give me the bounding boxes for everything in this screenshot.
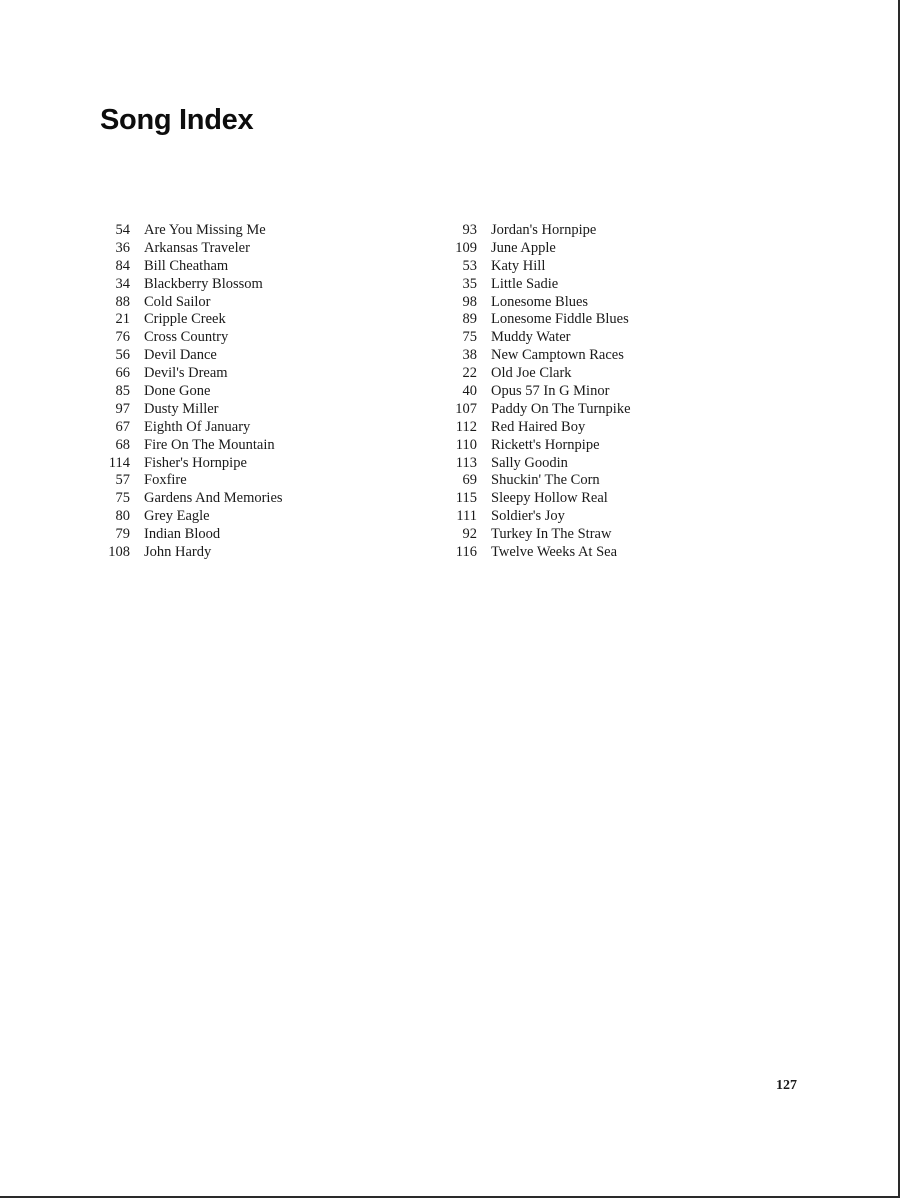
entry-song-title: Soldier's Joy — [491, 508, 565, 525]
entry-song-title: Fire On The Mountain — [144, 436, 275, 453]
index-entry — [444, 508, 654, 526]
entry-song-title: Little Sadie — [491, 275, 559, 292]
entry-page-number: 92 — [462, 526, 477, 543]
index-entry — [98, 401, 418, 419]
index-entry — [444, 222, 654, 240]
entry-song-title: Old Joe Clark — [491, 365, 572, 382]
entry-song-title: Sleepy Hollow Real — [491, 490, 608, 507]
index-entry — [98, 490, 418, 508]
index-entry — [98, 240, 418, 258]
entry-page-number: 21 — [115, 311, 130, 328]
entry-song-title: Are You Missing Me — [144, 222, 266, 238]
index-entry — [98, 329, 418, 347]
entry-page-number: 75 — [115, 490, 130, 507]
index-entry — [98, 276, 418, 294]
entry-song-title: Cross Country — [144, 329, 229, 346]
entry-song-title: Devil Dance — [144, 347, 217, 364]
index-entry — [444, 365, 654, 383]
entry-page-number: 111 — [456, 508, 477, 525]
entry-page-number: 114 — [108, 454, 130, 471]
index-entry — [444, 419, 654, 437]
entry-song-title: Sally Goodin — [491, 454, 568, 471]
index-entry — [444, 294, 654, 312]
index-entry — [98, 294, 418, 312]
entry-page-number: 38 — [462, 347, 477, 364]
index-entry — [444, 347, 654, 365]
index-entry — [98, 311, 418, 329]
index-entry — [98, 508, 418, 526]
entry-page-number: 115 — [455, 490, 477, 507]
entry-song-title: Turkey In The Straw — [491, 526, 612, 543]
entry-page-number: 85 — [115, 383, 130, 400]
entry-page-number: 107 — [455, 400, 477, 417]
index-entry — [444, 437, 654, 455]
entry-page-number: 79 — [115, 526, 130, 543]
entry-page-number: 56 — [115, 347, 130, 364]
entry-song-title: Opus 57 In G Minor — [491, 383, 610, 400]
page-number: 127 — [776, 1078, 797, 1093]
entry-page-number: 98 — [462, 293, 477, 310]
entry-song-title: Done Gone — [144, 383, 211, 400]
index-entry — [98, 365, 418, 383]
entry-page-number: 93 — [462, 222, 477, 238]
entry-page-number: 76 — [115, 329, 130, 346]
entry-page-number: 67 — [115, 418, 130, 435]
index-entry — [444, 472, 654, 490]
entry-song-title: Bill Cheatham — [144, 257, 229, 274]
entry-song-title: John Hardy — [144, 544, 212, 561]
entry-song-title: June Apple — [491, 239, 556, 256]
entry-page-number: 66 — [115, 365, 130, 382]
entry-song-title: Devil's Dream — [144, 365, 228, 382]
entry-song-title: Rickett's Hornpipe — [491, 436, 600, 453]
entry-song-title: Katy Hill — [491, 257, 546, 274]
entry-page-number: 108 — [108, 544, 130, 561]
index-entry — [98, 222, 418, 240]
index-entry — [98, 347, 418, 365]
index-entry — [444, 240, 654, 258]
entry-song-title: Fisher's Hornpipe — [144, 454, 247, 471]
index-entry — [444, 311, 654, 329]
entry-song-title: Muddy Water — [491, 329, 571, 346]
entry-song-title: Blackberry Blossom — [144, 275, 263, 292]
entry-song-title: Paddy On The Turnpike — [491, 400, 631, 417]
index-entry — [98, 419, 418, 437]
entry-page-number: 97 — [115, 400, 130, 417]
entry-page-number: 53 — [462, 257, 477, 274]
entry-song-title: Cripple Creek — [144, 311, 226, 328]
song-index-left-column — [98, 222, 418, 562]
index-entry — [444, 401, 654, 419]
page-title: Song Index — [100, 104, 254, 136]
index-entry — [98, 455, 418, 473]
entry-page-number: 69 — [462, 472, 477, 489]
entry-song-title: Lonesome Blues — [491, 293, 589, 310]
entry-page-number: 112 — [455, 418, 477, 435]
index-entry — [444, 329, 654, 347]
index-entry — [444, 544, 654, 562]
index-entry — [444, 490, 654, 508]
entry-song-title: Grey Eagle — [144, 508, 210, 525]
entry-page-number: 34 — [115, 275, 130, 292]
entry-song-title: Foxfire — [144, 472, 187, 489]
entry-song-title: Shuckin' The Corn — [491, 472, 600, 489]
entry-page-number: 88 — [115, 293, 130, 310]
song-index-right-column — [444, 222, 654, 562]
index-entry — [98, 472, 418, 490]
entry-page-number: 113 — [455, 454, 477, 471]
entry-song-title: Twelve Weeks At Sea — [491, 544, 618, 561]
index-entry — [444, 258, 654, 276]
entry-song-title: Gardens And Memories — [144, 490, 283, 507]
index-entry — [98, 437, 418, 455]
index-entry — [444, 276, 654, 294]
index-entry — [98, 544, 418, 562]
index-entry — [98, 258, 418, 276]
entry-page-number: 35 — [462, 275, 477, 292]
entry-page-number: 116 — [455, 544, 477, 561]
entry-page-number: 68 — [115, 436, 130, 453]
index-entry — [444, 383, 654, 401]
entry-page-number: 109 — [455, 239, 477, 256]
entry-page-number: 89 — [462, 311, 477, 328]
entry-page-number: 57 — [115, 472, 130, 489]
index-entry — [444, 526, 654, 544]
entry-page-number: 75 — [462, 329, 477, 346]
entry-song-title: Cold Sailor — [144, 293, 211, 310]
entry-song-title: New Camptown Races — [491, 347, 624, 364]
entry-song-title: Eighth Of January — [144, 418, 251, 435]
entry-page-number: 110 — [455, 436, 477, 453]
index-entry — [444, 455, 654, 473]
index-entry — [98, 383, 418, 401]
entry-page-number: 40 — [462, 383, 477, 400]
entry-song-title: Arkansas Traveler — [144, 239, 250, 256]
entry-song-title: Indian Blood — [144, 526, 221, 543]
entry-song-title: Red Haired Boy — [491, 418, 586, 435]
entry-page-number: 54 — [115, 222, 130, 238]
entry-page-number: 80 — [115, 508, 130, 525]
index-entry — [98, 526, 418, 544]
entry-song-title: Jordan's Hornpipe — [491, 222, 597, 238]
entry-song-title: Dusty Miller — [144, 400, 219, 417]
entry-page-number: 22 — [462, 365, 477, 382]
entry-song-title: Lonesome Fiddle Blues — [491, 311, 629, 328]
entry-page-number: 36 — [115, 239, 130, 256]
entry-page-number: 84 — [115, 257, 130, 274]
